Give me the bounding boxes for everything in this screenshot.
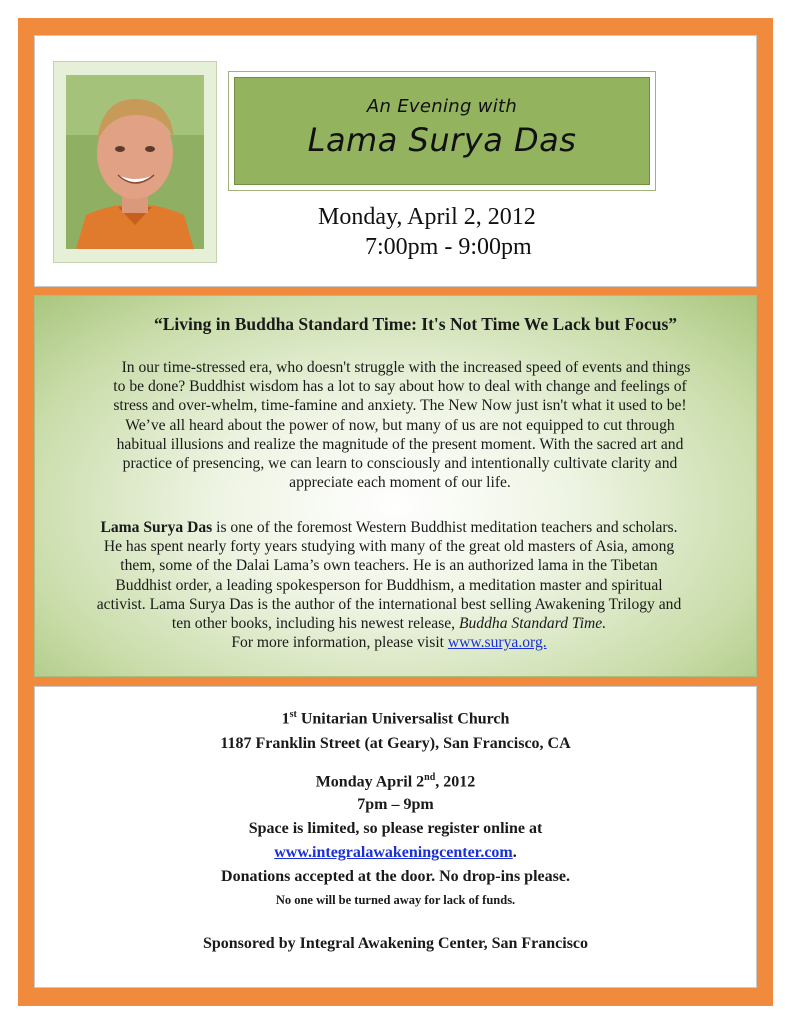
venue-date-pre: Monday April 2 [315, 773, 425, 791]
venue-date-post: , 2012 [435, 773, 476, 791]
donations-text: Donations accepted at the door. No drop-ins please. [221, 868, 570, 885]
description-section [34, 295, 757, 677]
more-info-line [21, 633, 757, 652]
bio-first-line [21, 518, 757, 537]
header-section [34, 35, 757, 287]
church-sup: st [289, 709, 297, 720]
bio-books-line [21, 614, 757, 633]
bio-line: He has spent nearly forty years studying with many of the great old masters of Asia, among [103, 538, 675, 556]
register-link[interactable]: www.integralawakeningcenter.com [274, 844, 513, 861]
bio-name: Lama Surya Das [100, 519, 213, 536]
event-time: 7:00pm - 9:00pm [365, 234, 532, 260]
description-line: stress and over-whelm, time-famine and anxiety. The New Now just isn't what it used to be! [113, 397, 687, 415]
venue-date [35, 772, 756, 791]
church-rest: Unitarian Universalist Church [296, 710, 510, 728]
bio-line-rest: is one of the foremost Western Buddhist meditation teachers and scholars. [212, 519, 678, 536]
venue-date-sup: nd [424, 772, 436, 783]
bio-line: activist. Lama Surya Das is the author of the international best selling Awakening Trilogy and [96, 595, 682, 613]
sponsor-text: Sponsored by Integral Awakening Center, San Francisco [202, 935, 589, 952]
bio-books-text: ten other books, including his newest release, [171, 615, 459, 633]
church-prefix: 1 [281, 710, 290, 728]
description-line: In our time-stressed era, who doesn't struggle with the increased speed of events and things [121, 359, 691, 376]
register-line [35, 844, 756, 862]
title-heading: Lama Surya Das [307, 121, 577, 159]
talk-title: “Living in Buddha Standard Time: It's Not Time We Lack but Focus” [153, 314, 678, 334]
speaker-bio [21, 518, 757, 652]
title-subheading: An Evening with [366, 96, 518, 117]
portrait-illustration [66, 75, 204, 249]
event-date: Monday, April 2, 2012 [318, 204, 536, 230]
bio-line: them, some of the Dalai Lama’s own teachers. He is an authorized lama in the Tibetan [120, 557, 658, 575]
portrait-photo [66, 75, 204, 249]
title-panel [234, 77, 650, 185]
portrait-frame [53, 61, 217, 263]
register-text: Space is limited, so please register online at [248, 820, 543, 837]
funds-note: No one will be turned away for lack of funds. [275, 893, 516, 907]
venue-section [34, 686, 757, 988]
description-line: habitual illusions and realize the magnitude of the present moment. With the sacred art and [116, 435, 684, 453]
more-info-text: For more information, please visit [231, 634, 448, 652]
talk-description [49, 358, 751, 492]
bio-line: Buddhist order, a leading spokesperson for Buddhism, a meditation master and spiritual [115, 576, 663, 594]
venue-time: 7pm – 9pm [357, 796, 434, 813]
register-period: . [512, 844, 517, 861]
church-name [35, 709, 756, 728]
book-title: Buddha Standard Time. [458, 615, 607, 633]
venue-address: 1187 Franklin Street (at Geary), San Francisco, CA [220, 735, 571, 752]
description-line: to be done? Buddhist wisdom has a lot to say about how to deal with change and feelings of [113, 378, 687, 396]
surya-website-link[interactable]: www.surya.org. [447, 634, 547, 652]
description-line: We’ve all heard about the power of now, but many of us are not equipped to cut through [125, 416, 675, 434]
description-line: practice of presencing, we can learn to consciously and intentionally cultivate clarity and [122, 455, 678, 473]
description-line: appreciate each moment of our life. [289, 474, 511, 492]
title-box [228, 71, 656, 191]
